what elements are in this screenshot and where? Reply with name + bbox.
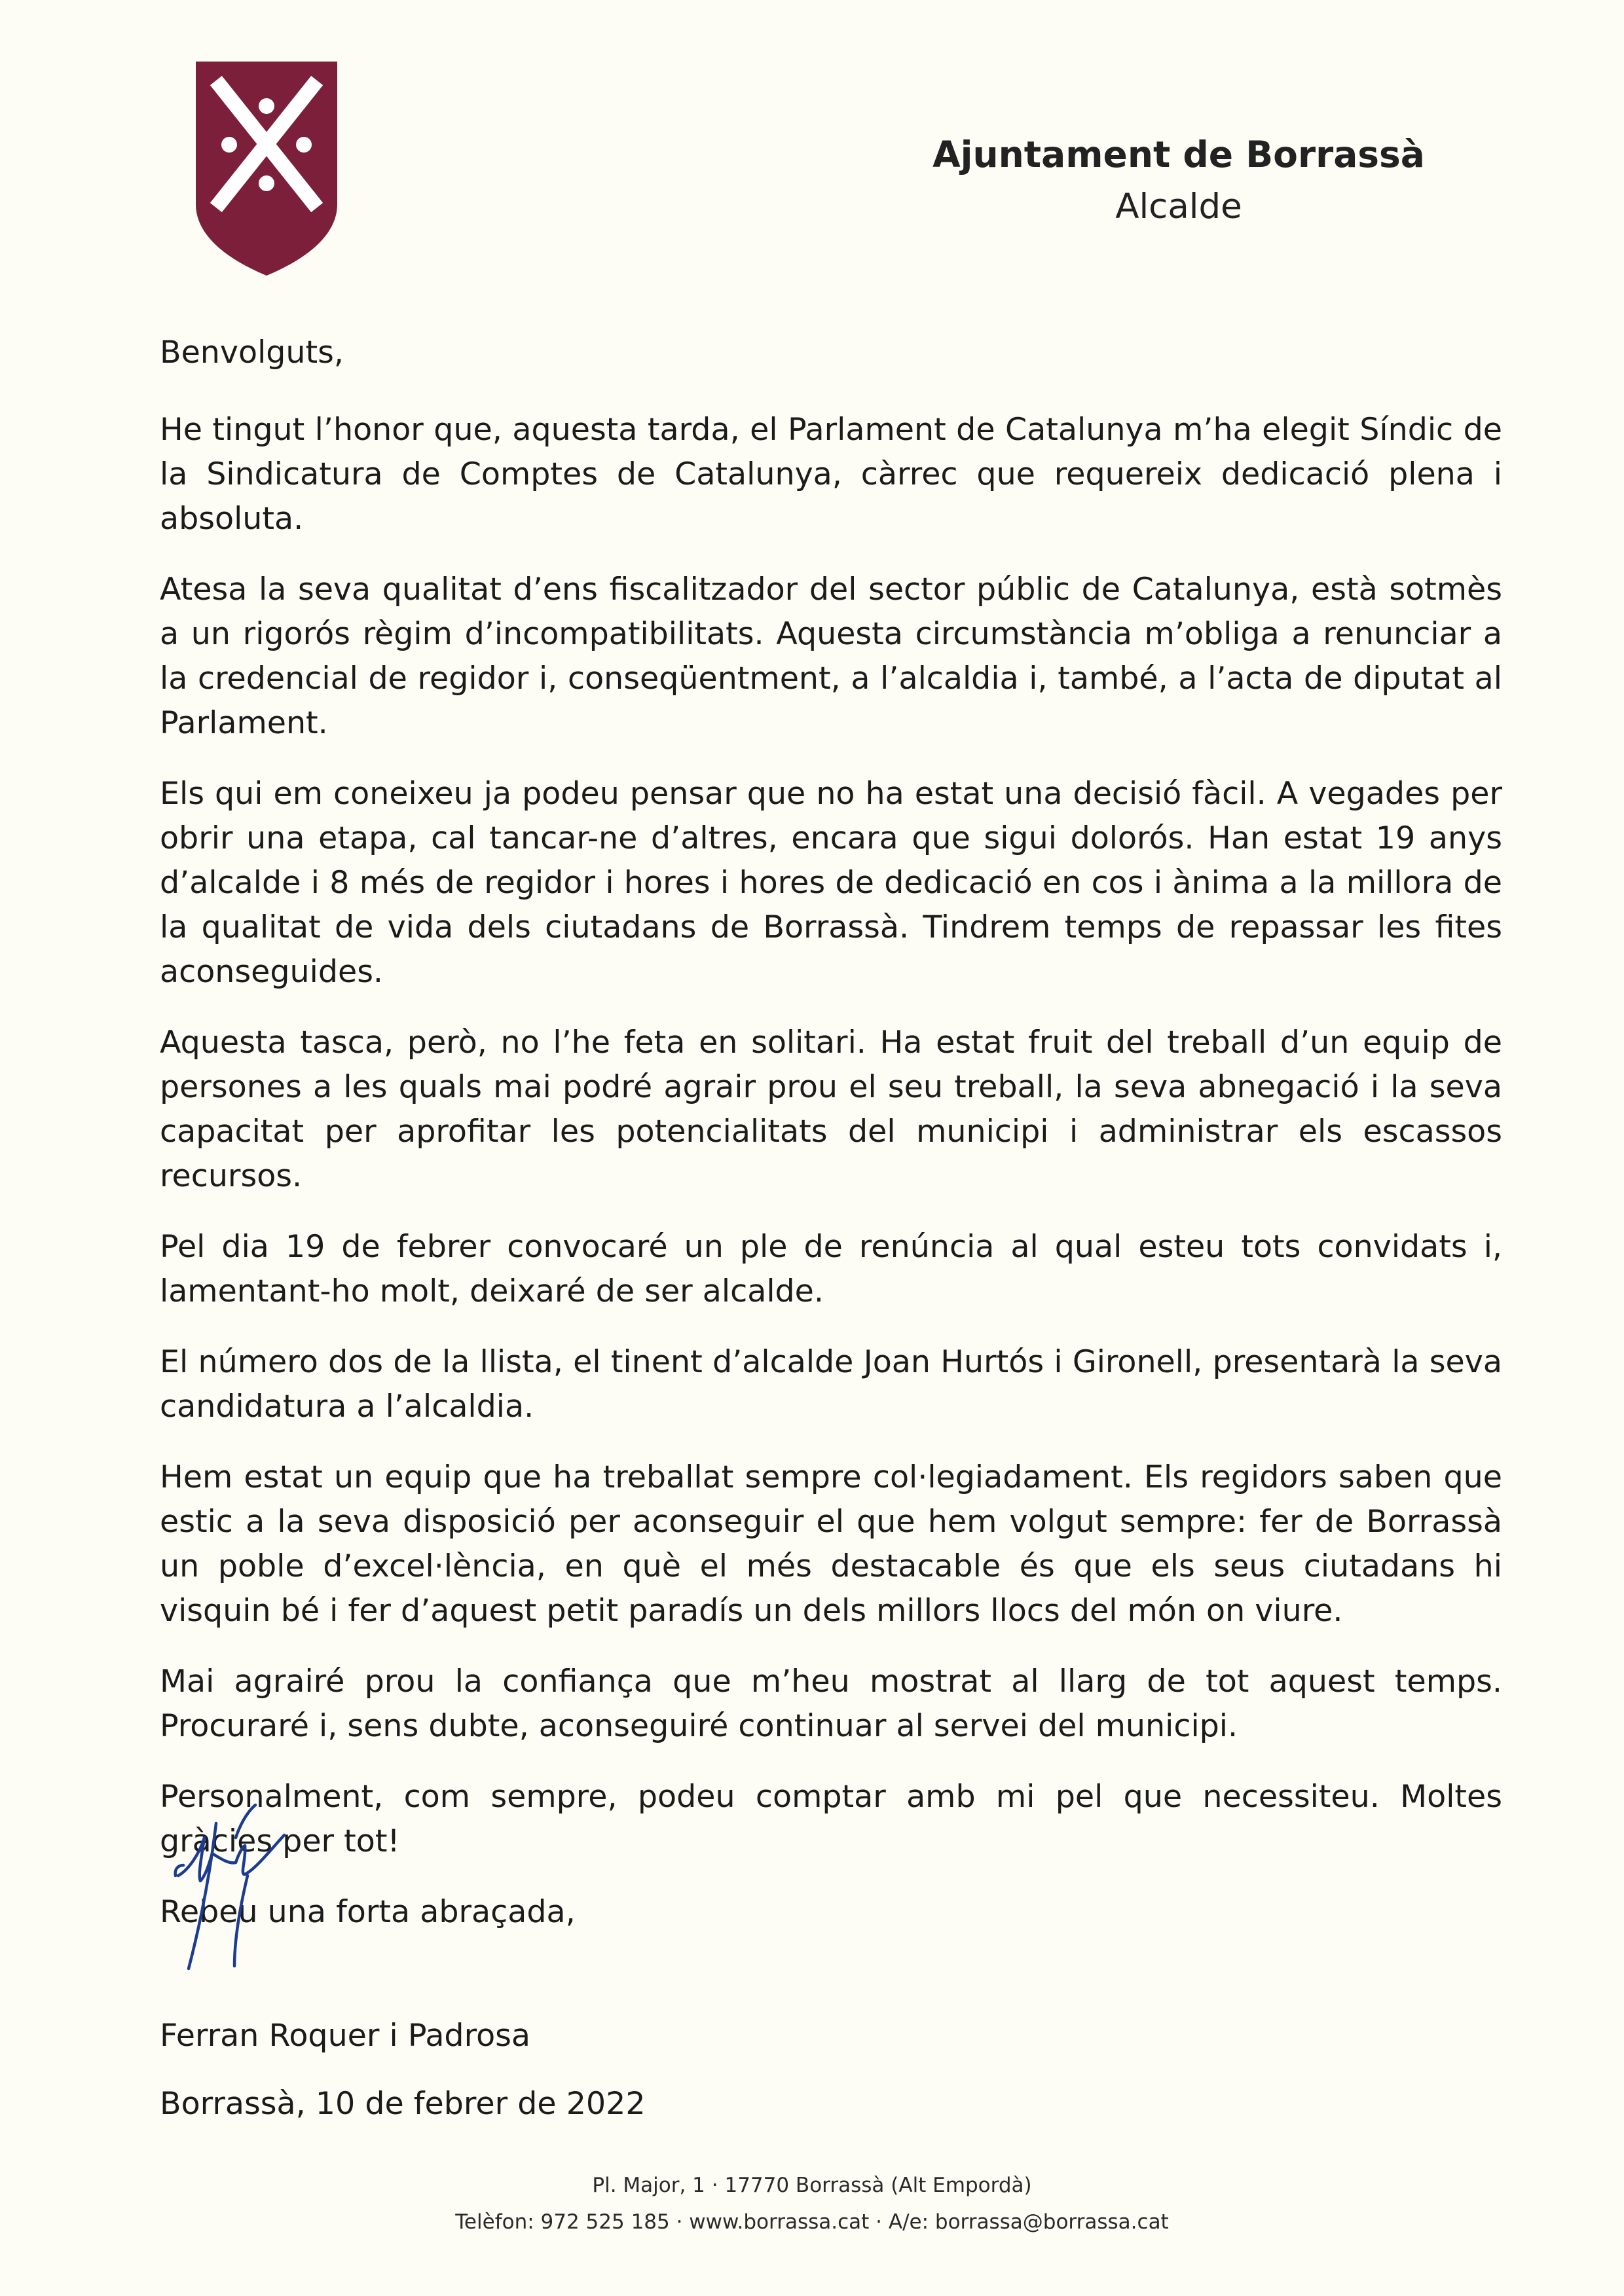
handwritten-signature-icon [172, 1797, 309, 1971]
letter-body [160, 331, 1502, 1935]
sender-role: Alcalde [1115, 187, 1242, 227]
footer-address: Pl. Major, 1 · 17770 Borrassà (Alt Empordà) [592, 2174, 1032, 2197]
coat-of-arms-saltire-icon [193, 59, 340, 278]
paragraph: Personalment, com sempre, podeu comptar amb mi pel que necessiteu. Moltes gràcies per tot! [160, 1779, 1502, 1859]
paragraph: Els qui em coneixeu ja podeu pensar que no ha estat una decisió fàcil. A vegades per obrir una etapa, cal tancar-ne d’altres, encara que sigui dolorós. Han estat 19 anys d’alcalde i 8 més de regidor i hores i hores de dedicació en cos i ànima a la millora de la qualitat de vida dels ciutadans de Borrassà. Tindrem temps de repassar les fites aconseguides. [160, 776, 1502, 990]
paragraph: El número dos de la llista, el tinent d’alcalde Joan Hurtós i Gironell, presentarà la seva candidatura a l’alcaldia. [160, 1344, 1502, 1425]
place-date: Borrassà, 10 de febrer de 2022 [160, 2086, 646, 2122]
organization-name: Ajuntament de Borrassà [932, 134, 1425, 175]
paragraph: Aquesta tasca, però, no l’he feta en solitari. Ha estat fruit del treball d’un equip de persones a les quals mai podré agrair prou el seu treball, la seva abnegació i la seva capacitat per aprofitar les potencialitats del municipi i administrar els escassos recursos. [160, 1025, 1502, 1194]
footer-contact [0, 2167, 1624, 2240]
paragraph: He tingut l’honor que, aquesta tarda, el Parlament de Catalunya m’ha elegit Síndic de la Sindicatura de Comptes de Catalunya, càrrec que requereix dedicació plena i absoluta. [160, 412, 1502, 537]
paragraph: Atesa la seva qualitat d’ens fiscalitzador del sector públic de Catalunya, està sotmès a un rigorós règim d’incompatibilitats. Aquesta circumstància m’obliga a renunciar a la credencial de regidor i, conseqüentment, a l’alcaldia i, també, a l’acta de diputat al Parlament. [160, 572, 1502, 741]
closing: Rebeu una forta abraçada, [160, 1894, 576, 1930]
signer-name: Ferran Roquer i Padrosa [160, 2018, 530, 2054]
footer-website[interactable]: · www.borrassa.cat [670, 2210, 870, 2234]
salutation: Benvolguts, [160, 335, 344, 371]
paragraph: Pel dia 19 de febrer convocaré un ple de renúncia al qual esteu tots convidats i, lamentant-ho molt, deixaré de ser alcalde. [160, 1229, 1502, 1309]
paragraph: Hem estat un equip que ha treballat sempre col·legiadament. Els regidors saben que estic a la seva disposició per aconseguir el que hem volgut sempre: fer de Borrassà un poble d’excel·lència, en què el més destacable és que els seus ciutadans hi visquin bé i fer d’aquest petit paradís un dels millors llocs del món on viure. [160, 1459, 1502, 1629]
paragraph: Mai agrairé prou la confiança que m’heu mostrat al llarg de tot aquest temps. Procuraré i, sens dubte, aconseguiré continuar al servei del municipi. [160, 1664, 1502, 1744]
footer-phone: Telèfon: 972 525 185 [455, 2210, 670, 2234]
letterhead [851, 128, 1506, 233]
footer-email[interactable]: · A/e: borrassa@borrassa.cat [869, 2210, 1168, 2234]
